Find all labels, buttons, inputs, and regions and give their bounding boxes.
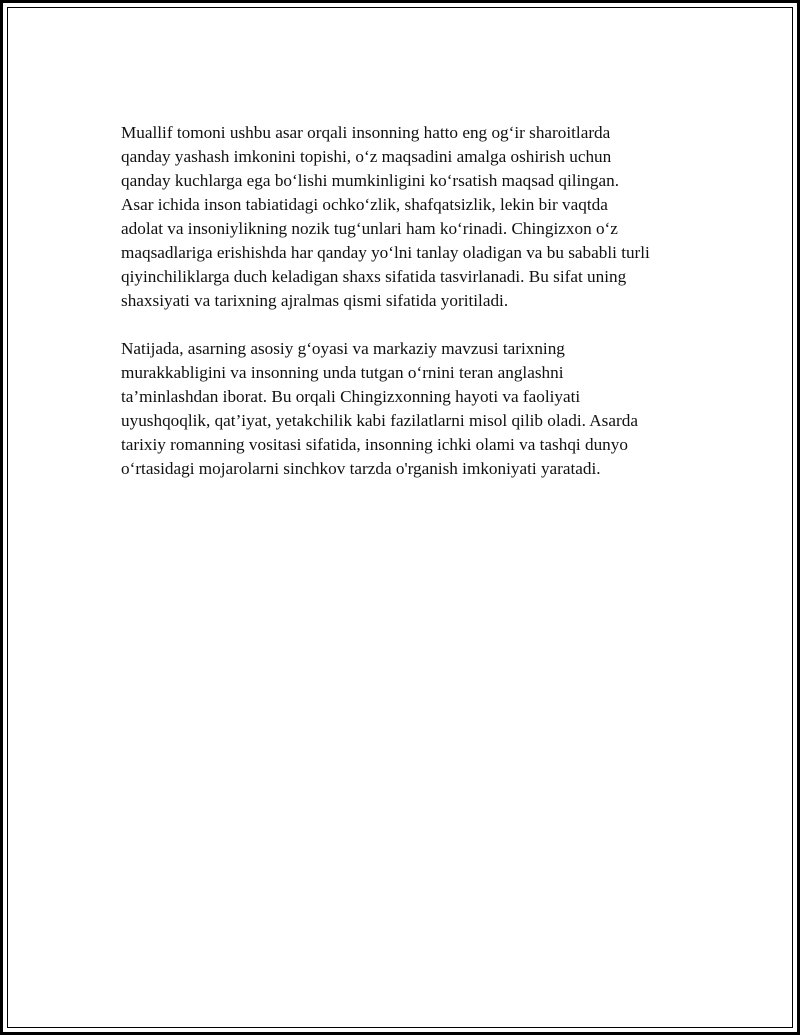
text-line: tarixiy romanning vositasi sifatida, insonning ichki olami va tashqi dunyo xyxy=(121,435,628,454)
text-line: o‘rtasidagi mojarolarni sinchkov tarzda o'rganish imkoniyati yaratadi. xyxy=(121,459,601,478)
text-line: ta’minlashdan iborat. Bu orqali Chingizxonning hayoti va faoliyati xyxy=(121,387,581,406)
text-line: qanday yashash imkonini topishi, o‘z maqsadini amalga oshirish uchun xyxy=(121,147,612,166)
text-line: adolat va insoniylikning nozik tug‘unlari ham ko‘rinadi. Chingizxon o‘z xyxy=(121,219,618,238)
paragraph-2 xyxy=(121,337,701,481)
text-line: qiyinchiliklarga duch keladigan shaxs sifatida tasvirlanadi. Bu sifat uning xyxy=(121,267,627,286)
text-line: shaxsiyati va tarixning ajralmas qismi sifatida yoritiladi. xyxy=(121,291,509,310)
text-line: maqsadlariga erishishda har qanday yo‘lni tanlay oladigan va bu sababli turli xyxy=(121,243,650,262)
text-line: murakkabligini va insonning unda tutgan o‘rnini teran anglashni xyxy=(121,363,564,382)
paragraph-1 xyxy=(121,121,701,313)
text-line: Muallif tomoni ushbu asar orqali insonning hatto eng og‘ir sharoitlarda xyxy=(121,123,611,142)
text-line: uyushqoqlik, qat’iyat, yetakchilik kabi fazilatlarni misol qilib oladi. Asarda xyxy=(121,411,638,430)
text-line: Asar ichida inson tabiatidagi ochko‘zlik, shafqatsizlik, lekin bir vaqtda xyxy=(121,195,608,214)
document-body xyxy=(121,121,701,481)
text-line: qanday kuchlarga ega bo‘lishi mumkinligini ko‘rsatish maqsad qilingan. xyxy=(121,171,620,190)
text-line: Natijada, asarning asosiy g‘oyasi va markaziy mavzusi tarixning xyxy=(121,339,565,358)
